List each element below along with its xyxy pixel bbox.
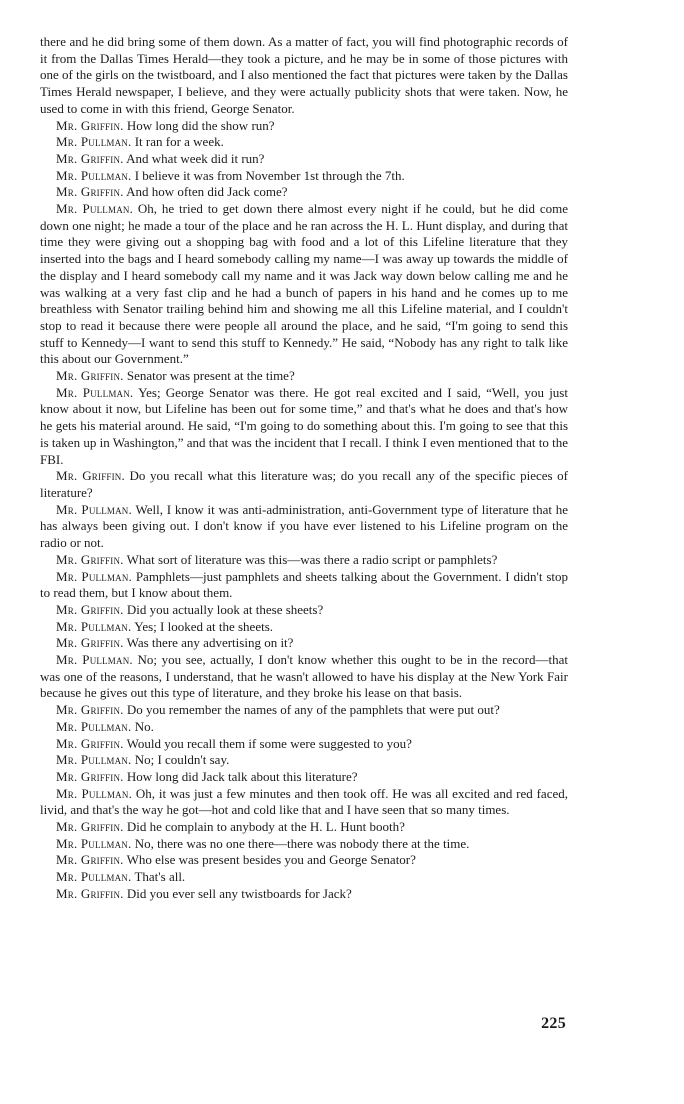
paragraph-text: Pamphlets—just pamphlets and sheets talking about the Government. I didn't stop to read them, but I know about them. xyxy=(40,568,568,601)
speaker-label: Mr. Griffin. xyxy=(56,885,124,901)
speaker-label: Mr. Pullman. xyxy=(56,384,134,400)
paragraph-text: And how often did Jack come? xyxy=(126,184,288,200)
paragraph-text: Senator was present at the time? xyxy=(126,368,295,384)
page-number: 225 xyxy=(541,1015,566,1032)
speaker-label: Mr. Griffin. xyxy=(56,117,124,133)
speaker-label: Mr. Pullman. xyxy=(56,167,132,183)
speaker-label: Mr. Pullman. xyxy=(56,568,132,584)
testimony-paragraph xyxy=(40,836,568,853)
paragraph-text: No; I couldn't say. xyxy=(134,752,230,768)
testimony-paragraph xyxy=(40,635,568,652)
paragraph-text: Well, I know it was anti-administration, anti-Government type of literature that he has always been giving out. I don't know if you have ever listened to his Lifeline program on the radio or not. xyxy=(40,501,569,551)
paragraph-text: And what week did it run? xyxy=(126,150,265,166)
paragraph-text: Oh, he tried to get down there almost every night if he could, but he did come down one night; he made a tour of the place and he ran across the H. L. Hunt display, and during that time they were giving out a shopping bag with food and a lot of this Lifeline literature that they inserted into the bags and I heard somebody calling my name—I was away up towards the middle of the display and I heard somebody call my name and it was Jack way down below calling me and he was walking at a very fast clip and he had a bunch of papers in his hand and he comes up to me breathless with Senator trailing behind him and showing me all this Lifeline material, and I couldn't stop to read it because there were people all around the place, and he said, “I'm going to send this stuff to Kennedy—I want to send this stuff to Kennedy.” He said, “Nobody has any right to talk like this about our Government.” xyxy=(40,201,568,367)
paragraph-text: Would you recall them if some were suggested to you? xyxy=(126,735,412,751)
testimony-paragraph xyxy=(40,702,568,719)
testimony-paragraph xyxy=(40,201,568,368)
testimony-paragraph xyxy=(40,368,568,385)
speaker-label: Mr. Pullman. xyxy=(56,785,133,801)
speaker-label: Mr. Pullman. xyxy=(56,869,132,885)
speaker-label: Mr. Pullman. xyxy=(56,618,132,634)
testimony-paragraph xyxy=(40,752,568,769)
paragraph-text: How long did Jack talk about this literature? xyxy=(126,768,358,784)
testimony-paragraph xyxy=(40,502,568,552)
paragraph-text: Do you recall what this literature was; do you recall any of the specific pieces of literature? xyxy=(40,468,569,500)
speaker-label: Mr. Griffin. xyxy=(56,735,124,751)
speaker-label: Mr. Pullman. xyxy=(56,718,132,734)
testimony-paragraph xyxy=(40,736,568,753)
paragraph-text: It ran for a week. xyxy=(134,134,224,150)
testimony-paragraph xyxy=(40,569,568,602)
speaker-label: Mr. Griffin. xyxy=(56,184,124,200)
paragraph-text: there and he did bring some of them down. As a matter of fact, you will find photographic records of it from the Dallas Times Herald—they took a picture, and he may be in some of those pictures with one of the girls on the twistboard, and I also mentioned the fact that pictures were taken by the Dallas Times Herald newspaper, I believe, and they were actually publicity shots that were taken. Now, he used to come in with this friend, George Senator. xyxy=(40,34,568,116)
speaker-label: Mr. Pullman. xyxy=(56,652,133,668)
paragraph-text: No. xyxy=(134,718,154,734)
speaker-label: Mr. Griffin. xyxy=(56,468,125,484)
testimony-paragraph xyxy=(40,468,568,501)
paragraph-text: What sort of literature was this—was there a radio script or pamphlets? xyxy=(126,551,498,567)
paragraph-text: Oh, it was just a few minutes and then took off. He was all excited and red faced, livid, and that's the way he got—hot and cold like that and I have seen that so many times. xyxy=(40,785,568,818)
speaker-label: Mr. Pullman. xyxy=(56,134,132,150)
speaker-label: Mr. Griffin. xyxy=(56,551,124,567)
speaker-label: Mr. Griffin. xyxy=(56,601,124,617)
paragraph-text: I believe it was from November 1st through the 7th. xyxy=(134,167,405,183)
testimony-paragraph xyxy=(40,552,568,569)
speaker-label: Mr. Pullman. xyxy=(56,835,132,851)
paragraph-text: Did you ever sell any twistboards for Jack? xyxy=(126,885,352,901)
speaker-label: Mr. Griffin. xyxy=(56,150,124,166)
testimony-paragraph xyxy=(40,168,568,185)
testimony-paragraph xyxy=(40,602,568,619)
paragraph-text: Yes; I looked at the sheets. xyxy=(134,618,274,634)
testimony-paragraph xyxy=(40,886,568,903)
speaker-label: Mr. Griffin. xyxy=(56,368,124,384)
speaker-label: Mr. Pullman. xyxy=(56,201,134,217)
testimony-body xyxy=(40,34,568,903)
testimony-paragraph xyxy=(40,819,568,836)
testimony-paragraph xyxy=(40,184,568,201)
testimony-paragraph xyxy=(40,34,568,118)
testimony-paragraph xyxy=(40,118,568,135)
testimony-paragraph xyxy=(40,869,568,886)
speaker-label: Mr. Griffin. xyxy=(56,819,124,835)
paragraph-text: No, there was no one there—there was nobody there at the time. xyxy=(134,835,470,851)
speaker-label: Mr. Griffin. xyxy=(56,768,124,784)
paragraph-text: Did you actually look at these sheets? xyxy=(126,601,324,617)
testimony-paragraph xyxy=(40,652,568,702)
testimony-paragraph xyxy=(40,769,568,786)
paragraph-text: Who else was present besides you and George Senator? xyxy=(126,852,416,868)
paragraph-text: How long did the show run? xyxy=(126,117,275,133)
speaker-label: Mr. Griffin. xyxy=(56,702,124,718)
speaker-label: Mr. Griffin. xyxy=(56,635,124,651)
testimony-paragraph xyxy=(40,786,568,819)
testimony-paragraph xyxy=(40,151,568,168)
testimony-paragraph xyxy=(40,719,568,736)
testimony-paragraph xyxy=(40,852,568,869)
testimony-paragraph xyxy=(40,619,568,636)
paragraph-text: No; you see, actually, I don't know whether this ought to be in the record—that was one of the reasons, I understand, that he wasn't allowed to have his display at the New York Fair because he gives out this type of literature, and they broke his lease on that basis. xyxy=(40,652,568,701)
testimony-paragraph xyxy=(40,385,568,469)
speaker-label: Mr. Griffin. xyxy=(56,852,124,868)
paragraph-text: That's all. xyxy=(134,869,186,885)
paragraph-text: Was there any advertising on it? xyxy=(126,635,294,651)
paragraph-text: Yes; George Senator was there. He got real excited and I said, “Well, you just know about it now, but Lifeline has been out for some time,” and that's what he does and that's how he gets his material around. He said, “I'm going to do something about this. I'm going to see that this is taken up in Washington,” and that was the incident that I recall. I think I even mentioned that to the FBI. xyxy=(40,384,568,467)
testimony-paragraph xyxy=(40,134,568,151)
speaker-label: Mr. Pullman. xyxy=(56,752,132,768)
speaker-label: Mr. Pullman. xyxy=(56,501,132,517)
paragraph-text: Do you remember the names of any of the pamphlets that were put out? xyxy=(126,702,500,718)
paragraph-text: Did he complain to anybody at the H. L. Hunt booth? xyxy=(126,819,405,835)
